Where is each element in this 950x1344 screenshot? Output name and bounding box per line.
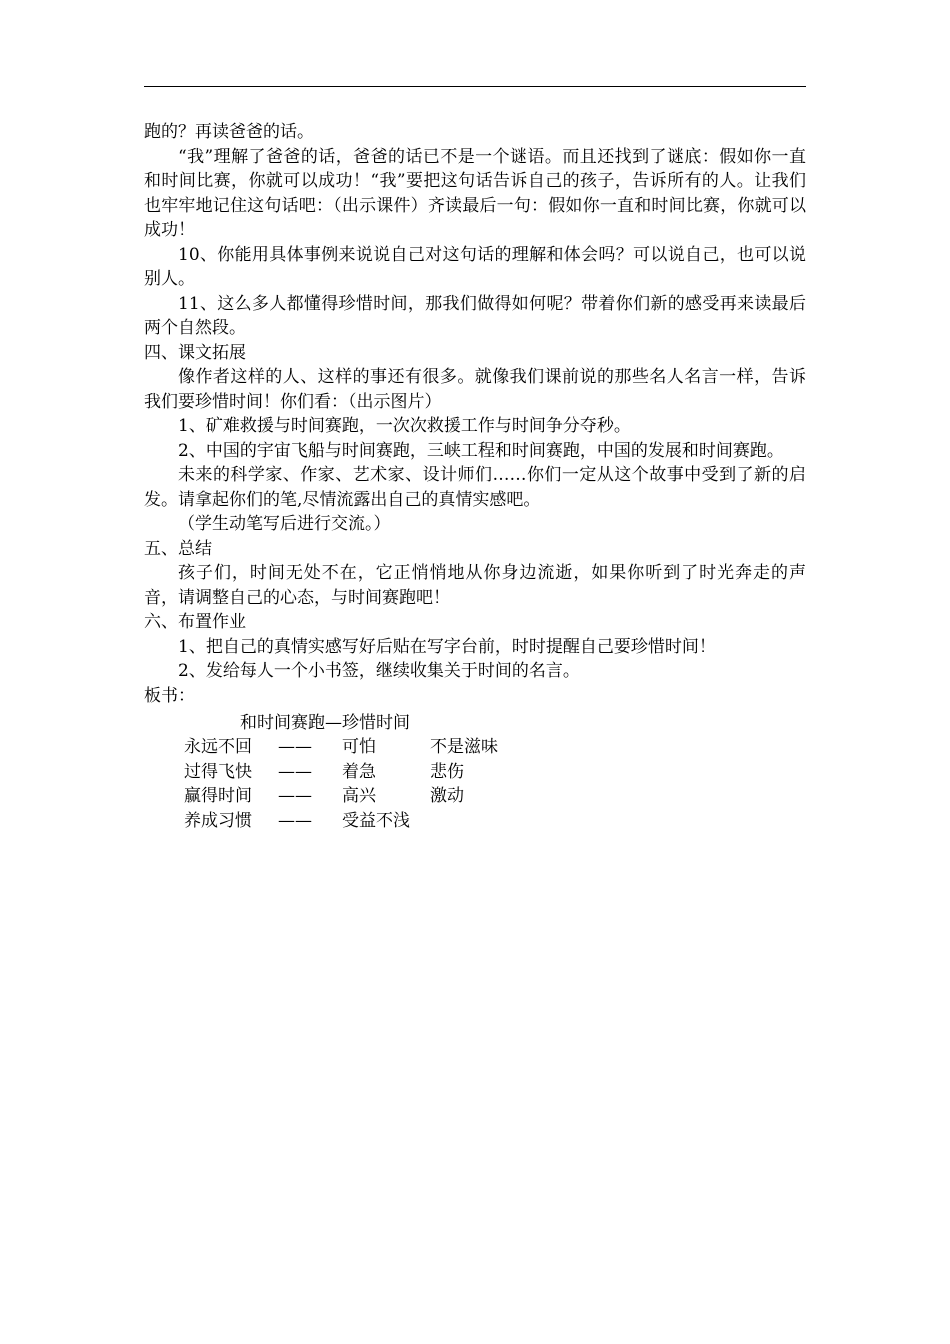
- board-heading: 板书：: [144, 685, 195, 706]
- list-item: 2、中国的宇宙飞船与时间赛跑，三峡工程和时间赛跑，中国的发展和时间赛跑。: [178, 440, 784, 461]
- paragraph: 未来的科学家、作家、艺术家、设计师们……你们一定从这个故事中受到了新的启发。请拿起你们的笔,尽情流露出自己的真情实感吧。: [144, 465, 806, 510]
- board-cell: 着急: [342, 761, 376, 782]
- board-row: [144, 760, 806, 785]
- section-heading: 六、布置作业: [144, 612, 246, 632]
- board-title: 和时间赛跑—珍惜时间: [240, 713, 410, 733]
- board-dash: ——: [278, 786, 312, 806]
- board-dash: ——: [278, 761, 312, 782]
- list-item: 1、把自己的真情实感写好后贴在写字台前，时时提醒自己要珍惜时间！: [178, 636, 716, 657]
- paragraph: “我”理解了爸爸的话，爸爸的话已不是一个谜语。而且还找到了谜底：假如你一直和时间比赛，你就可以成功！“我”要把这句话告诉自己的孩子，告诉所有的人。让我们也牢牢地记住这句话吧：（出示课件）齐读最后一句：假如你一直和时间比赛，你就可以成功！: [144, 146, 806, 240]
- board-row: [144, 735, 806, 760]
- paragraph: 11、这么多人都懂得珍惜时间，那我们做得如何呢？带着你们新的感受再来读最后两个自然段。: [144, 293, 806, 338]
- board-cell: 可怕: [342, 737, 376, 757]
- list-item: 2、发给每人一个小书签，继续收集关于时间的名言。: [178, 661, 580, 681]
- board-dash: ——: [278, 737, 312, 757]
- board-cell: 受益不浅: [342, 810, 410, 831]
- board-dash: ——: [278, 810, 312, 831]
- document-body: [144, 120, 806, 838]
- board-row: [144, 809, 806, 834]
- list-item: 1、矿难救援与时间赛跑，一次次救援工作与时间争分夺秒。: [178, 416, 631, 436]
- paragraph: 跑的？再读爸爸的话。: [144, 122, 314, 142]
- board-row: [144, 784, 806, 809]
- board-cell: 养成习惯: [184, 810, 252, 831]
- paragraph: 像作者这样的人、这样的事还有很多。就像我们课前说的那些名人名言一样，告诉我们要珍惜时间！你们看：（出示图片）: [144, 367, 806, 412]
- board-cell: 高兴: [342, 786, 376, 806]
- paragraph: 孩子们，时间无处不在，它正悄悄地从你身边流逝，如果你听到了时光奔走的声音，请调整自己的心态，与时间赛跑吧！: [144, 563, 806, 608]
- paragraph: （学生动笔写后进行交流。）: [178, 514, 391, 534]
- section-heading: 四、课文拓展: [144, 342, 246, 363]
- board-cell: 激动: [430, 786, 464, 806]
- section-heading: 五、总结: [144, 538, 212, 559]
- board-cell: 永远不回: [184, 737, 252, 757]
- board-cell: 赢得时间: [184, 786, 252, 806]
- board-cell: 不是滋味: [430, 737, 498, 757]
- header-rule: [144, 86, 806, 87]
- paragraph: 10、你能用具体事例来说说自己对这句话的理解和体会吗？可以说自己，也可以说别人。: [144, 244, 806, 289]
- board-cell: 悲伤: [430, 761, 464, 782]
- board-cell: 过得飞快: [184, 761, 252, 782]
- blackboard-outline: [144, 708, 806, 838]
